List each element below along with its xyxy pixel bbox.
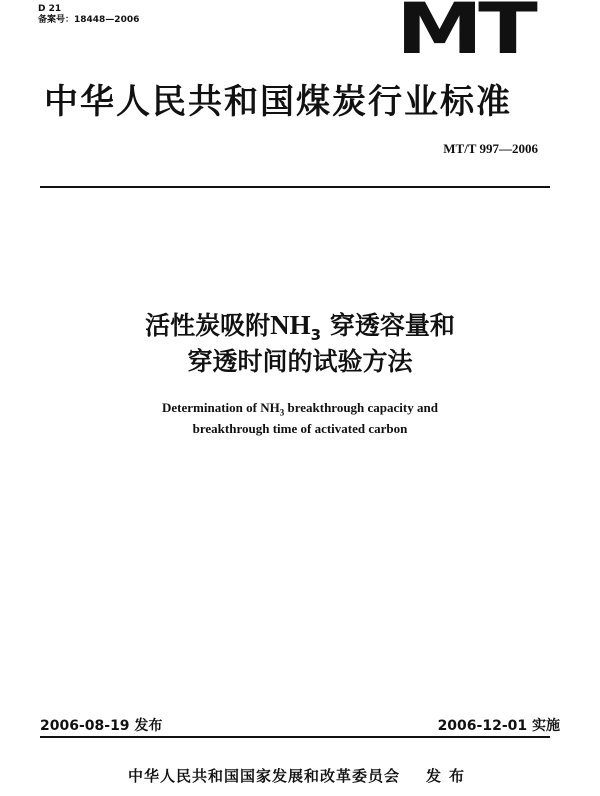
- issuer-action: 发布: [426, 767, 473, 785]
- ics-code: D 21: [38, 4, 62, 14]
- top-divider: [40, 186, 550, 188]
- bottom-divider: [40, 736, 550, 738]
- title-cn-part1: 活性炭吸附: [145, 311, 271, 340]
- title-cn-line2: 穿透时间的试验方法: [187, 347, 413, 376]
- title-en-line2: breakthrough time of activated carbon: [192, 421, 408, 436]
- mt-logo: MT: [396, 0, 533, 70]
- formula-nh: NH: [270, 310, 311, 340]
- header-codes: [38, 4, 139, 26]
- standard-number: MT/T 997—2006: [443, 141, 538, 156]
- title-en-subscript: 3: [279, 407, 285, 418]
- issuer-name: 中华人民共和国国家发展和改革委员会: [127, 767, 400, 785]
- issuer-line: [0, 765, 600, 786]
- implementation-date: 2006-12-01 实施: [437, 718, 560, 734]
- filing-number: 备案号：18448—2006: [38, 15, 140, 25]
- issue-date: 2006-08-19 发布: [40, 718, 163, 734]
- title-en-part1: Determination of NH: [162, 400, 280, 415]
- standard-category-title: 中华人民共和国煤炭行业标准: [44, 82, 512, 122]
- title-cn-part2: 穿透容量和: [321, 311, 455, 340]
- formula-subscript: 3: [310, 326, 322, 344]
- title-en-part2: breakthrough capacity and: [284, 400, 438, 415]
